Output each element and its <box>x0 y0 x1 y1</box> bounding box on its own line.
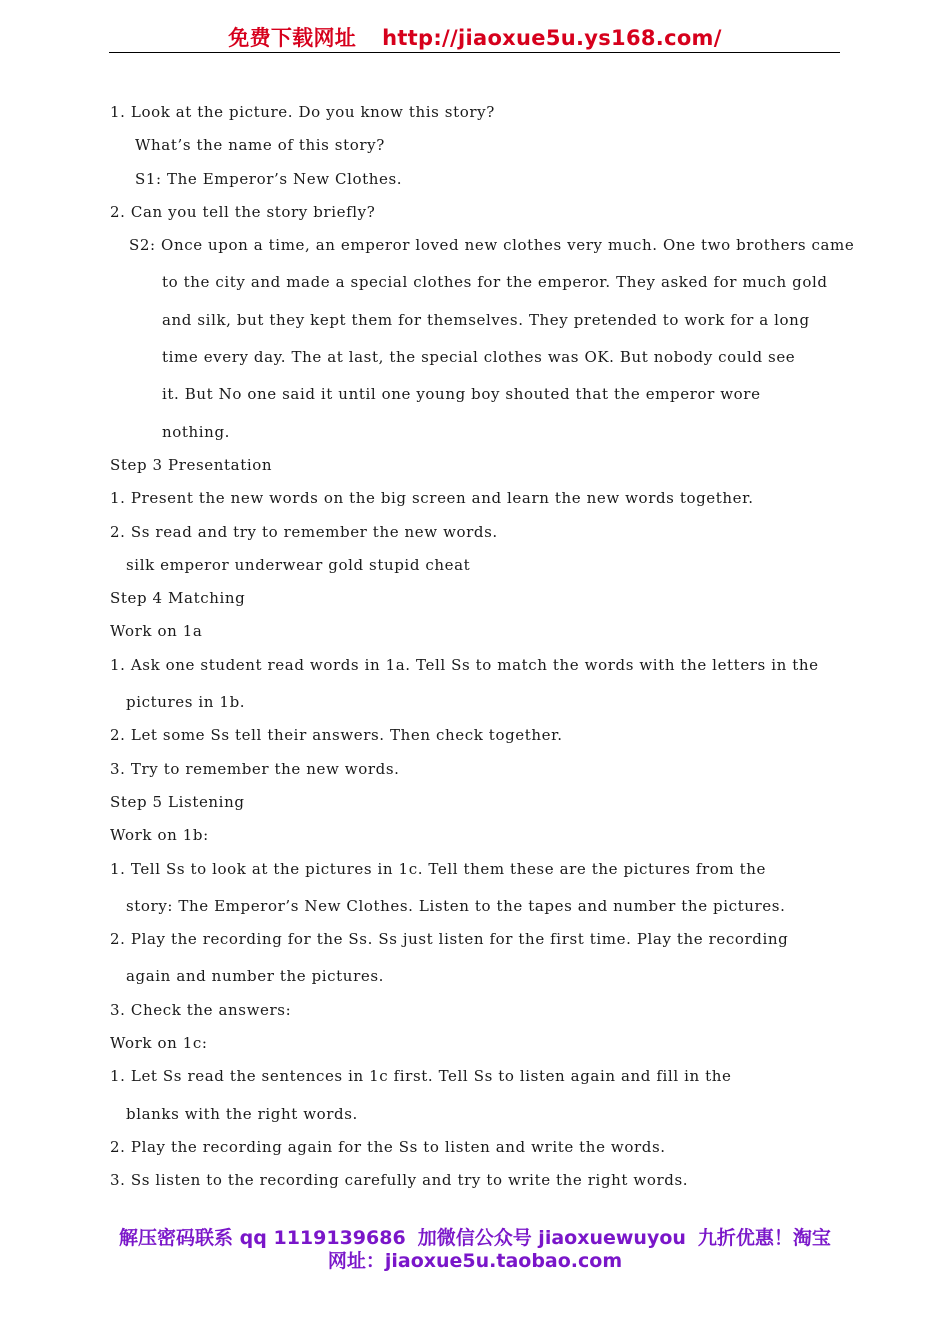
text-line: nothing. <box>162 422 231 441</box>
text-line: it. But No one said it until one young boy shouted that the emperor wore <box>162 385 761 404</box>
footer-discount: 九折优惠！淘宝 <box>697 1227 831 1249</box>
text-line: Work on 1a <box>110 622 203 641</box>
text-line: 3. Check the answers: <box>110 1000 292 1019</box>
footer-shop-link[interactable]: 网址：jiaoxue5u.taobao.com <box>327 1250 623 1272</box>
text-line: again and number the pictures. <box>126 967 384 986</box>
text-line: story: The Emperor’s New Clothes. Listen to the tapes and number the pictures. <box>126 896 786 915</box>
header-url-link[interactable]: http://jiaoxue5u.ys168.com/ <box>382 26 722 50</box>
text-line: time every day. The at last, the special clothes was OK. But nobody could see <box>162 348 796 367</box>
text-line: 1. Present the new words on the big screen and learn the new words together. <box>110 489 754 508</box>
text-line: silk emperor underwear gold stupid cheat <box>126 555 471 574</box>
header-divider <box>109 52 840 53</box>
text-line: 2. Can you tell the story briefly? <box>110 202 376 221</box>
text-line: pictures in 1b. <box>126 693 246 712</box>
text-line: 2. Ss read and try to remember the new words. <box>110 522 498 541</box>
text-line: 2. Let some Ss tell their answers. Then check together. <box>110 726 563 745</box>
text-line: 2. Play the recording again for the Ss to listen and write the words. <box>110 1137 666 1156</box>
text-line: S1: The Emperor’s New Clothes. <box>135 169 403 188</box>
text-line: Work on 1b: <box>110 826 209 845</box>
text-line: to the city and made a special clothes for the emperor. They asked for much gold <box>162 273 828 292</box>
header-label: 免费下载网址 <box>228 26 357 50</box>
text-line: 1. Let Ss read the sentences in 1c first. Tell Ss to listen again and fill in the <box>110 1067 732 1086</box>
page-header <box>0 22 950 52</box>
text-line: and silk, but they kept them for themselves. They pretended to work for a long <box>162 310 810 329</box>
text-line: Step 5 Listening <box>110 792 245 811</box>
text-line: 3. Ss listen to the recording carefully and try to write the right words. <box>110 1171 689 1190</box>
text-line: S2: Once upon a time, an emperor loved new clothes very much. One two brothers came <box>129 236 855 255</box>
text-line: 2. Play the recording for the Ss. Ss just listen for the first time. Play the recording <box>110 930 789 949</box>
footer-line-2 <box>0 1250 950 1273</box>
text-line: What’s the name of this story? <box>135 136 385 155</box>
text-line: Step 3 Presentation <box>110 455 273 474</box>
footer-wechat: 加微信公众号 jiaoxuewuyou <box>417 1227 686 1249</box>
text-line: 1. Tell Ss to look at the pictures in 1c. Tell them these are the pictures from the <box>110 859 766 878</box>
text-line: 1. Look at the picture. Do you know this story? <box>110 103 495 121</box>
text-line: Step 4 Matching <box>110 589 246 608</box>
footer-line-1 <box>0 1227 950 1250</box>
document-body <box>110 101 855 1203</box>
footer-contact: 解压密码联系 qq 1119139686 <box>119 1227 406 1249</box>
text-line: blanks with the right words. <box>126 1104 358 1123</box>
text-line: 1. Ask one student read words in 1a. Tell Ss to match the words with the letters in the <box>110 655 819 674</box>
text-line: 3. Try to remember the new words. <box>110 759 400 778</box>
text-line: Work on 1c: <box>110 1034 208 1053</box>
page-footer <box>0 1227 950 1273</box>
